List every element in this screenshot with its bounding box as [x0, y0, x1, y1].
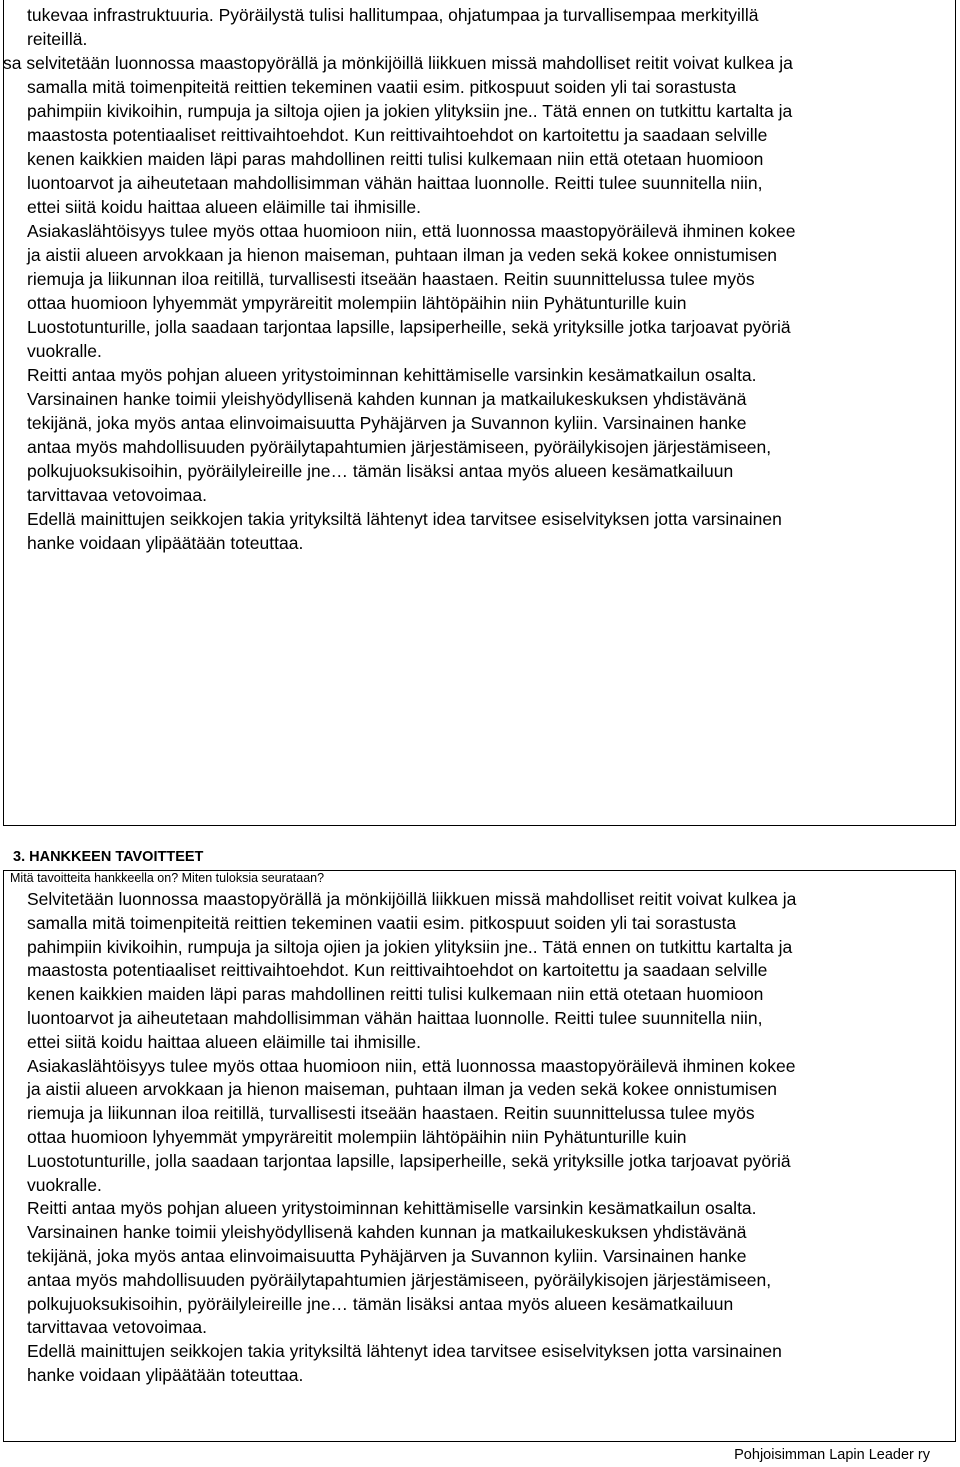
text-line: ja aistii alueen arvokkaan ja hienon maiseman, puhtaan ilman ja veden sekä kokee onnistumisen	[27, 245, 778, 265]
text-line: tarvittavaa vetovoimaa.	[27, 1317, 207, 1338]
text-line: hanke voidaan ylipäätään toteuttaa.	[27, 1365, 304, 1385]
text-line: polkujuoksukisoihin, pyöräilyleireille jne… tämän lisäksi antaa myös alueen kesämatkailuun	[27, 1293, 734, 1314]
text-line: ettei siitä koidu haittaa alueen eläimille tai ihmisille.	[27, 1031, 421, 1052]
text-line: kenen kaikkien maiden läpi paras mahdollinen reitti tulisi kulkemaan niin että otetaan huomioon	[27, 149, 764, 169]
text-line: kenen kaikkien maiden läpi paras mahdollinen reitti tulisi kulkemaan niin että otetaan huomioon	[27, 984, 764, 1005]
text-line: riemuja ja liikunnan iloa reitillä, turvallisesti itseään haastaen. Reitin suunnittelussa tulee myös	[27, 269, 755, 289]
text-line: Luostotunturille, jolla saadaan tarjontaa lapsille, lapsiperheille, sekä yrityksille jotka tarjoavat pyöriä	[27, 317, 791, 337]
text-line: luontoarvot ja aiheutetaan mahdollisimman vähän haittaa luonnolle. Reitti tulee suunnitella niin,	[27, 1008, 763, 1028]
text-line: polkujuoksukisoihin, pyöräilyleireille jne… tämän lisäksi antaa myös alueen kesämatkailuun	[27, 461, 734, 481]
text-line: ottaa huomioon lyhyemmät ympyräreitit molempiin lähtöpäihin niin Pyhätunturille kuin	[27, 293, 687, 313]
text-line: antaa myös mahdollisuuden pyöräilytapahtumien järjestämiseen, pyöräilykisojen järjestämiseen,	[27, 437, 772, 457]
text-line: maastosta potentiaaliset reittivaihtoehdot. Kun reittivaihtoehdot on kartoitettu ja saadaan selville	[27, 960, 768, 981]
text-line: samalla mitä toimenpiteitä reittien tekeminen vaatii esim. pitkospuut soiden yli tai sorastusta	[27, 77, 737, 97]
text-line: pahimpiin kivikoihin, rumpuja ja siltoja ojien ja jokien ylityksiin jne.. Tätä ennen on tutkittu kartalta ja	[27, 936, 793, 957]
footer-organization: Pohjoisimman Lapin Leader ry	[734, 1447, 930, 1463]
text-line: Varsinainen hanke toimii yleishyödyllisenä kahden kunnan ja matkailukeskuksen yhdistävänä	[27, 389, 747, 409]
text-line: Edellä mainittujen seikkojen takia yrityksiltä lähtenyt idea tarvitsee esiselvityksen jotta varsinainen	[27, 1341, 782, 1362]
text-line: Varsinainen hanke toimii yleishyödyllisenä kahden kunnan ja matkailukeskuksen yhdistävänä	[27, 1222, 747, 1243]
text-line: Reitti antaa myös pohjan alueen yritystoiminnan kehittämiselle varsinkin kesämatkailun osalta.	[27, 1198, 757, 1219]
text-line: riemuja ja liikunnan iloa reitillä, turvallisesti itseään haastaen. Reitin suunnittelussa tulee myös	[27, 1103, 755, 1124]
text-line: Reitti antaa myös pohjan alueen yritystoiminnan kehittämiselle varsinkin kesämatkailun osalta.	[27, 365, 757, 385]
text-line: vuokralle.	[27, 341, 102, 361]
section-3-subheading: Mitä tavoitteita hankkeella on? Miten tuloksia seurataan?	[10, 871, 325, 885]
text-line: sa selvitetään luonnossa maastopyörällä ja mönkijöillä liikkuen missä mahdolliset reitit voivat kulkea ja	[3, 53, 793, 73]
text-line: ettei siitä koidu haittaa alueen eläimille tai ihmisille.	[27, 197, 421, 217]
text-line: Edellä mainittujen seikkojen takia yrityksiltä lähtenyt idea tarvitsee esiselvityksen jotta varsinainen	[27, 509, 782, 529]
text-line: reiteillä.	[27, 29, 88, 49]
text-line: tekijänä, joka myös antaa elinvoimaisuutta Pyhäjärven ja Suvannon kyliin. Varsinainen hanke	[27, 1246, 747, 1266]
text-line: samalla mitä toimenpiteitä reittien tekeminen vaatii esim. pitkospuut soiden yli tai sorastusta	[27, 912, 737, 933]
text-line: ottaa huomioon lyhyemmät ympyräreitit molempiin lähtöpäihin niin Pyhätunturille kuin	[27, 1127, 687, 1147]
text-line: pahimpiin kivikoihin, rumpuja ja siltoja ojien ja jokien ylityksiin jne.. Tätä ennen on tutkittu kartalta ja	[27, 101, 793, 121]
text-line: tukevaa infrastruktuuria. Pyöräilystä tulisi hallitumpaa, ohjatumpaa ja turvallisempaa merkityillä	[27, 5, 759, 25]
text-line: antaa myös mahdollisuuden pyöräilytapahtumien järjestämiseen, pyöräilykisojen järjestämiseen,	[27, 1269, 772, 1290]
text-line: Asiakaslähtöisyys tulee myös ottaa huomioon niin, että luonnossa maastopyöräilevä ihminen kokee	[27, 221, 796, 241]
text-line: maastosta potentiaaliset reittivaihtoehdot. Kun reittivaihtoehdot on kartoitettu ja saadaan selville	[27, 125, 768, 145]
text-line: ja aistii alueen arvokkaan ja hienon maiseman, puhtaan ilman ja veden sekä kokee onnistumisen	[27, 1079, 778, 1100]
text-line: hanke voidaan ylipäätään toteuttaa.	[27, 533, 304, 553]
text-line: tarvittavaa vetovoimaa.	[27, 485, 207, 505]
section-3-heading: 3. HANKKEEN TAVOITTEET	[13, 849, 204, 865]
text-line: vuokralle.	[27, 1174, 102, 1195]
text-line: luontoarvot ja aiheutetaan mahdollisimman vähän haittaa luonnolle. Reitti tulee suunnitella niin,	[27, 173, 763, 193]
text-line: Selvitetään luonnossa maastopyörällä ja mönkijöillä liikkuen missä mahdolliset reitit voivat kulkea ja	[27, 889, 797, 909]
text-line: Luostotunturille, jolla saadaan tarjontaa lapsille, lapsiperheille, sekä yrityksille jotka tarjoavat pyöriä	[27, 1150, 791, 1171]
text-line: tekijänä, joka myös antaa elinvoimaisuutta Pyhäjärven ja Suvannon kyliin. Varsinainen hanke	[27, 413, 747, 433]
text-line: Asiakaslähtöisyys tulee myös ottaa huomioon niin, että luonnossa maastopyöräilevä ihminen kokee	[27, 1055, 796, 1076]
